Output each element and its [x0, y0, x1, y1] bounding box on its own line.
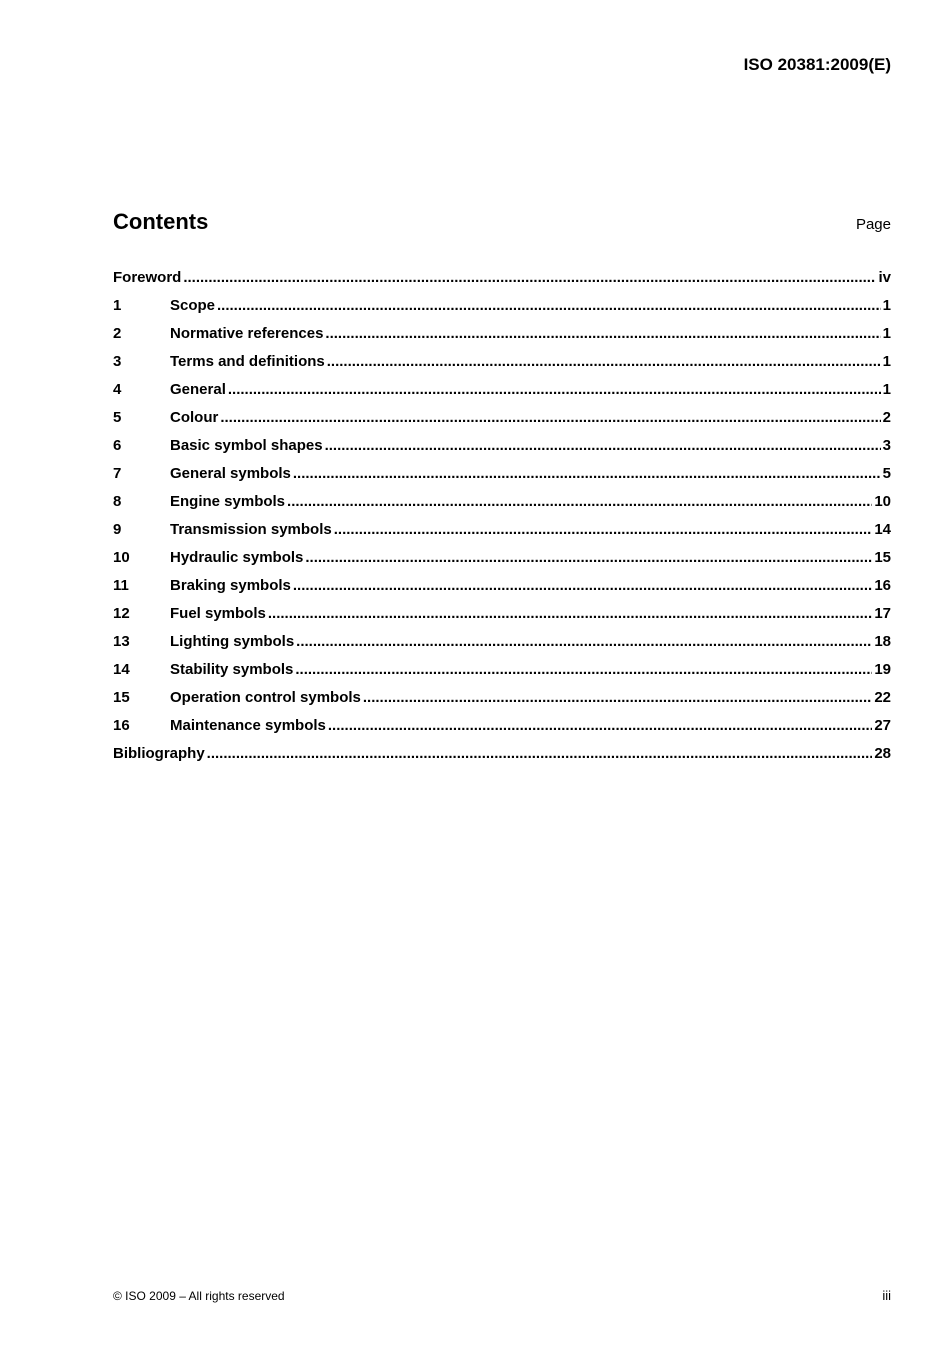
toc-entry-page: 1 [882, 353, 891, 370]
toc-entry-title: Engine symbols [170, 493, 286, 510]
toc-entry[interactable] [113, 688, 891, 716]
toc-leader-dots [287, 492, 872, 512]
toc-entry-number: 6 [113, 437, 122, 454]
toc-leader-dots [293, 464, 881, 484]
toc-entry[interactable] [113, 464, 891, 492]
toc-entry-page: 27 [874, 717, 891, 734]
toc-entry-title: General symbols [170, 465, 291, 482]
toc-entry-title: General [170, 381, 226, 398]
toc-leader-dots [328, 716, 872, 736]
toc-entry-title: Operation control symbols [170, 689, 361, 706]
toc-entry-number: 9 [113, 521, 122, 538]
toc-leader-dots [296, 632, 872, 652]
toc-leader-dots [295, 660, 872, 680]
toc-leader-dots [327, 352, 881, 372]
toc-entry[interactable] [113, 436, 891, 464]
toc-entry-title: Scope [170, 297, 216, 314]
toc-entry-page: 2 [882, 409, 891, 426]
toc-entry-title: Terms and definitions [170, 353, 325, 370]
toc-entry[interactable] [113, 352, 891, 380]
toc-leader-dots [293, 576, 872, 596]
toc-entry-page: 10 [874, 493, 891, 510]
toc-entry[interactable] [113, 492, 891, 520]
toc-entry-title: Foreword [113, 269, 182, 286]
toc-leader-dots [183, 268, 876, 288]
toc-entry-page: 5 [882, 465, 891, 482]
toc-leader-dots [220, 408, 880, 428]
toc-entry-bibliography[interactable] [113, 744, 891, 772]
toc-leader-dots [363, 688, 872, 708]
toc-entry[interactable] [113, 520, 891, 548]
toc-entry-number: 13 [113, 633, 130, 650]
toc-entry-page: 15 [874, 549, 891, 566]
toc-entry-page: 22 [874, 689, 891, 706]
toc-entry-page: 18 [874, 633, 891, 650]
toc-entry[interactable] [113, 660, 891, 688]
toc-leader-dots [228, 380, 881, 400]
toc-entry-number: 5 [113, 409, 122, 426]
table-of-contents [113, 268, 891, 772]
toc-entry-number: 16 [113, 717, 130, 734]
toc-entry[interactable] [113, 548, 891, 576]
toc-leader-dots [325, 324, 880, 344]
toc-entry[interactable] [113, 324, 891, 352]
toc-leader-dots [325, 436, 881, 456]
toc-entry-page: 1 [882, 381, 891, 398]
toc-entry-page: 1 [882, 297, 891, 314]
toc-entry-title: Hydraulic symbols [170, 549, 304, 566]
toc-entry-title: Lighting symbols [170, 633, 295, 650]
toc-entry-page: iv [878, 269, 891, 286]
toc-entry[interactable] [113, 408, 891, 436]
toc-entry-number: 1 [113, 297, 122, 314]
toc-leader-dots [207, 744, 873, 764]
toc-entry-title: Normative references [170, 325, 324, 342]
footer-page-number: iii [882, 1288, 891, 1303]
toc-entry-page: 17 [874, 605, 891, 622]
toc-entry-number: 15 [113, 689, 130, 706]
toc-entry-title: Basic symbol shapes [170, 437, 323, 454]
toc-entry-title: Maintenance symbols [170, 717, 326, 734]
toc-entry-page: 14 [874, 521, 891, 538]
toc-entry-page: 3 [882, 437, 891, 454]
toc-entry-number: 12 [113, 605, 130, 622]
toc-entry[interactable] [113, 632, 891, 660]
toc-entry-foreword[interactable] [113, 268, 891, 296]
toc-leader-dots [217, 296, 881, 316]
toc-leader-dots [334, 520, 873, 540]
contents-title: Contents [113, 209, 209, 234]
toc-entry-title: Braking symbols [170, 577, 291, 594]
toc-entry[interactable] [113, 296, 891, 324]
toc-entry-page: 19 [874, 661, 891, 678]
footer-copyright: © ISO 2009 – All rights reserved [113, 1289, 285, 1303]
toc-entry-number: 10 [113, 549, 130, 566]
toc-entry-title: Bibliography [113, 745, 205, 762]
toc-entry-number: 8 [113, 493, 122, 510]
toc-entry-number: 2 [113, 325, 122, 342]
toc-entry-page: 16 [874, 577, 891, 594]
toc-entry-number: 11 [113, 577, 129, 594]
toc-entry[interactable] [113, 576, 891, 604]
toc-leader-dots [268, 604, 872, 624]
toc-entry-number: 14 [113, 661, 130, 678]
toc-leader-dots [305, 548, 872, 568]
toc-entry-number: 7 [113, 465, 122, 482]
toc-entry-title: Transmission symbols [170, 521, 332, 538]
toc-entry-title: Stability symbols [170, 661, 294, 678]
toc-entry[interactable] [113, 604, 891, 632]
toc-entry-number: 3 [113, 353, 122, 370]
toc-entry[interactable] [113, 380, 891, 408]
toc-entry-page: 1 [882, 325, 891, 342]
toc-entry-title: Fuel symbols [170, 605, 266, 622]
document-id: ISO 20381:2009(E) [743, 55, 891, 74]
toc-entry-page: 28 [874, 745, 891, 762]
toc-entry[interactable] [113, 716, 891, 744]
toc-entry-title: Colour [170, 409, 219, 426]
page-column-label: Page [855, 216, 891, 233]
toc-entry-number: 4 [113, 381, 122, 398]
